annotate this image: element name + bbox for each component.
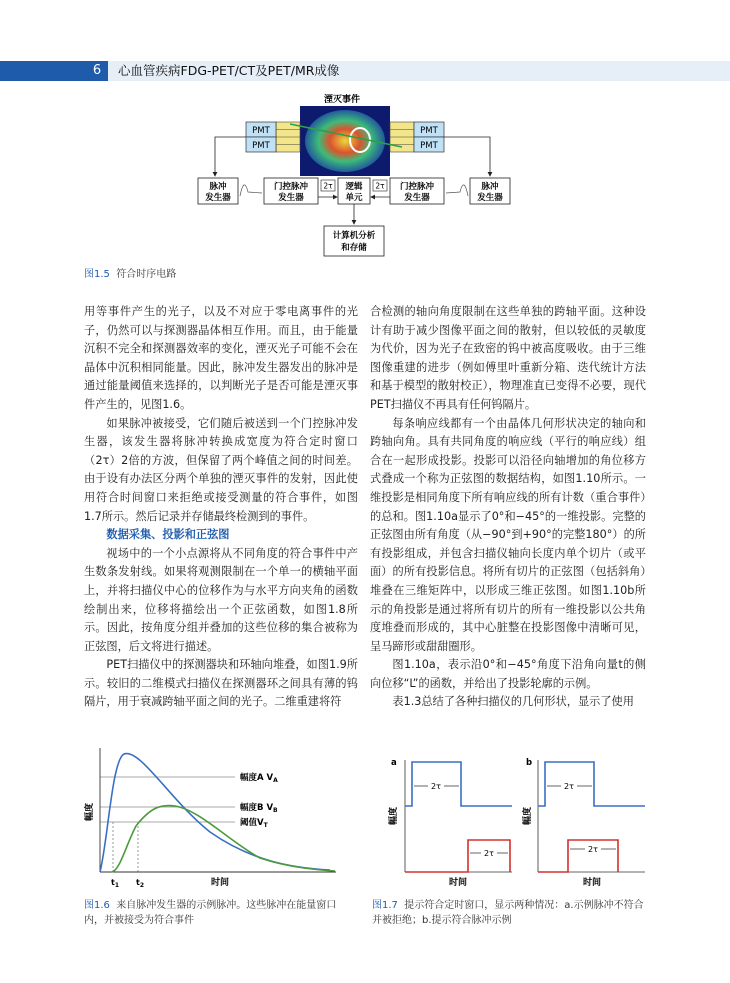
svg-text:发生器: 发生器 — [205, 193, 231, 203]
section-heading: 数据采集、投影和正弦图 — [106, 528, 230, 542]
amp-a-label: 幅度A $V_A$ — [240, 773, 278, 784]
figure-1-5-caption — [84, 267, 384, 282]
svg-text:单元: 单元 — [345, 193, 363, 203]
tau-box-left — [321, 180, 335, 191]
annihilation-label: 湮灭事件 — [323, 95, 361, 105]
x-axis-label: 时间 — [448, 878, 468, 888]
panel-b-label: b — [526, 758, 533, 768]
svg-text:PMT: PMT — [252, 141, 270, 151]
paragraph: 用等事件产生的光子，以及不对应于零电离事件的光子，仍然可以与探测器晶体相互作用。而且，由于能量沉积不完全和探测器效率的变化，湮灭光子可能不会在晶体中沉积相同能量。因此，脉冲发生器发出的脉冲是通过能量阈值来选择的，以判断光子是否可能是湮灭事件产生的，见图1.6。 — [84, 305, 358, 411]
svg-text:发生器: 发生器 — [404, 193, 430, 203]
panel-a-label: a — [391, 758, 397, 768]
tau-box-right — [373, 180, 387, 191]
svg-text:和存储: 和存储 — [341, 243, 367, 253]
pulse-generator-left — [198, 178, 238, 204]
paragraph: 表1.3总结了各种扫描仪的几何形状，显示了使用 — [392, 695, 634, 709]
svg-text:脉冲: 脉冲 — [209, 182, 227, 192]
svg-text:发生器: 发生器 — [278, 193, 304, 203]
running-title: 心血管疾病FDG-PET/CT及PET/MR成像 — [118, 63, 340, 78]
x-axis-label: 时间 — [582, 878, 602, 888]
figure-1-6-pulse-chart — [80, 735, 350, 895]
svg-text:PMT: PMT — [252, 126, 270, 136]
svg-text:脉冲: 脉冲 — [481, 182, 499, 192]
gated-pulse-generator-left — [264, 178, 318, 204]
panel-b-blue-pulse — [538, 762, 645, 806]
logic-unit — [338, 178, 370, 204]
two-tau-label: 2τ — [431, 782, 441, 791]
t2-label: $t_2$ — [136, 878, 145, 889]
svg-text:2τ: 2τ — [375, 181, 385, 191]
y-axis-label: 幅度 — [389, 806, 399, 826]
caption-label: 图1.6 — [84, 900, 110, 911]
right-column — [370, 303, 646, 712]
gated-pulse-generator-right — [390, 178, 444, 204]
computer-storage — [324, 226, 384, 256]
x-axis-label: 时间 — [210, 878, 230, 888]
pulse-a-curve — [100, 754, 330, 872]
panel-a-blue-pulse — [405, 762, 512, 806]
caption-text: 来自脉冲发生器的示例脉冲。这些脉冲在能量窗口内，并被接受为符合事件 — [84, 900, 337, 926]
y-axis-label: 幅度 — [85, 802, 95, 822]
caption-label: 图1.7 — [372, 900, 398, 911]
svg-text:发生器: 发生器 — [477, 193, 503, 203]
two-tau-label: 2τ — [564, 782, 574, 791]
svg-text:PMT: PMT — [420, 141, 438, 151]
paragraph: 如果脉冲被接受，它们随后被送到一个门控脉冲发生器，该发生器将脉冲转换成宽度为符合定时窗口（2τ）2倍的方波，但保留了两个峰值之间的时间差。由于设有办法区分两个单独的湮灭事件的发射，因此使用符合时间窗口来拒绝或接受测量的符合事件，如图1.7所示。然后记录并存储最终检测到的事件。 — [84, 416, 358, 523]
svg-text:计算机分析: 计算机分析 — [332, 231, 376, 241]
paragraph: 每条响应线都有一个由晶体几何形状决定的轴向和跨轴向角。具有共同角度的响应线（平行的响应线）组合在一起形成投影。投影可以沿径向轴增加的角位移方式叠成一个称为正弦图的数据结构，如图1.10所示。一维投影是相同角度下所有响应线的所有计数（重合事件）的总和。图1.10a显示了0°和−45°的一维投影。完整的正弦图由所有角度（从−90°到+90°的完整180°）的所有投影组成，并包含扫描仪轴向长度内单个切片（或平面）的所有投影信息。将所有切片的正弦图（包括斜角）堆叠在三维矩阵中，以形成三维正弦图。如图1.10b所示的角投影是通过将所有切片的所有一维投影以公共角度堆叠而形成的，其中心脏整在投影图像中清晰可见，呈马蹄形或甜甜圈形。 — [370, 416, 646, 653]
two-tau-label: 2τ — [588, 845, 598, 854]
svg-text:2τ: 2τ — [323, 181, 333, 191]
panel-b-red-pulse — [538, 840, 618, 872]
pmt-left-bottom — [246, 137, 276, 152]
paragraph: 合检测的轴向角度限制在这些单独的跨轴平面。这种设计有助于减少图像平面之间的散射，但以较低的灵敏度为代价，因为光子在致密的钨中被高度吸收。由于三维图像重建的进步（例如傅里叶重新分箱、迭代统计方法和基于模型的散射校正），物理准直已变得不必要，现代PET扫描仪不再具有任何钨隔片。 — [370, 305, 646, 411]
paragraph: 视场中的一个小点源将从不同角度的符合事件中产生数条发射线。如果将观测限制在一个单一的横轴平面上，并将扫描仪中心的位移作为与水平方向夹角的函数绘制出来，位移将描绘出一个正弦函数，如图1.8所示。因此，按角度分组并叠加的这些位移的集合被称为正弦图，后文将进行描述。 — [84, 546, 358, 653]
figure-1-6-caption — [84, 898, 354, 928]
threshold-label: 阈值$V_T$ — [240, 818, 268, 829]
figure-1-5-diagram — [190, 88, 503, 263]
left-column — [84, 303, 358, 712]
caption-text: 提示符合定时窗口，显示两种情况：a.示例脉冲不符合并被拒绝；b.提示符合脉冲示例 — [372, 900, 644, 926]
caption-text: 符合时序电路 — [116, 269, 177, 280]
svg-text:PMT: PMT — [420, 126, 438, 136]
pmt-left-top — [246, 122, 276, 137]
pulse-generator-right — [470, 178, 510, 204]
pmt-right-top — [414, 122, 444, 137]
t1-label: $t_1$ — [111, 878, 120, 889]
paragraph: PET扫描仪中的探测器块和环轴向堆叠，如图1.9所示。较旧的二维模式扫描仪在探测器环之间具有薄的钨隔片，用于衰减跨轴平面之间的光子。二维重建将符 — [84, 658, 358, 709]
paragraph: 图1.10a，表示沿0°和−45°角度下沿角向量t的侧向位移“L”的函数，并给出了投影轮廓的示例。 — [370, 658, 646, 690]
pmt-right-bottom — [414, 137, 444, 152]
svg-text:逻辑: 逻辑 — [345, 182, 363, 192]
figure-1-7-caption — [372, 898, 648, 928]
pulse-b-curve — [112, 806, 335, 872]
svg-text:门控脉冲: 门控脉冲 — [273, 182, 309, 192]
page-number: 6 — [92, 63, 102, 78]
caption-label: 图1.5 — [84, 269, 110, 280]
header-bar — [0, 61, 730, 81]
svg-text:门控脉冲: 门控脉冲 — [399, 182, 435, 192]
amp-b-label: 幅度B $V_B$ — [240, 803, 278, 814]
two-tau-label: 2τ — [484, 849, 494, 858]
figure-1-7-window-chart — [380, 755, 650, 895]
y-axis-label: 幅度 — [523, 806, 533, 826]
